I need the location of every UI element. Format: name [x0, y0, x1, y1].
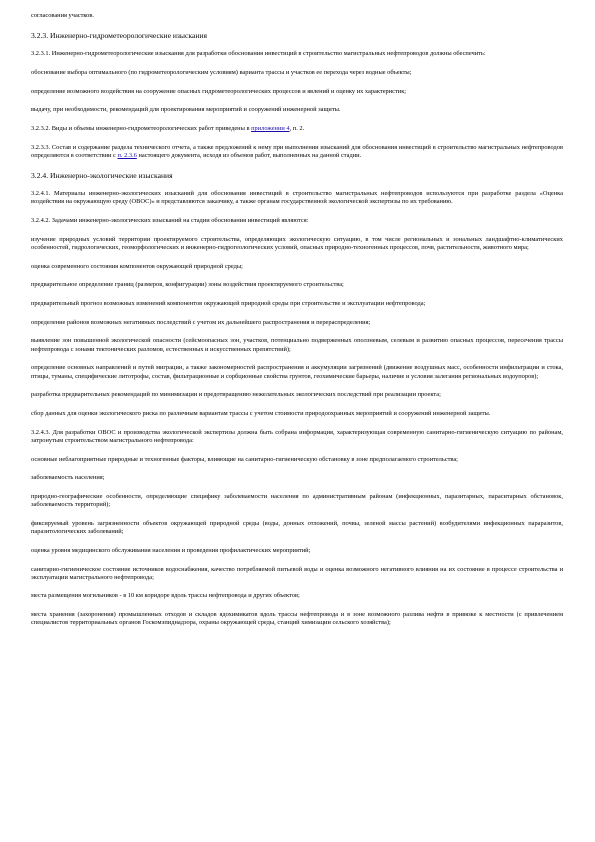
paragraph: определение основных направлений и путей миграции, а также закономерностей распространения и аккумуляции загрязнений (движение воздушных масс, особенности инфильтрации и стока, птицы, туманы, специфические литотрофы, состав, фильтрационные и сорбционные свойства грунтов, геохимические барьеры, наличие и условия залегания региональных водоупоров); — [31, 364, 563, 380]
paragraph: заболеваемость населения; — [31, 474, 105, 482]
paragraph: оценка современного состояния компонентов окружающей природной среды; — [31, 262, 243, 270]
paragraph — [31, 144, 563, 160]
paragraph: 3.2.3.1. Инженерно-гидрометеорологические изыскания для разработки обоснования инвестиций в строительство магистральных нефтепроводов должны обеспечить: — [31, 50, 486, 58]
cross-reference-link[interactable]: приложении 4 — [251, 125, 290, 133]
paragraph: обоснование выбора оптимального (по гидрометеорологическим условиям) варианта трассы и участков ее перехода через водные объекты; — [31, 68, 412, 76]
section-heading: 3.2.4. Инженерно-экологические изыскания — [31, 170, 173, 180]
cross-reference-link[interactable]: п. 2.3.6 — [117, 151, 137, 159]
paragraph: выдачу, при необходимости, рекомендаций для проектирования мероприятий и сооружений инженерной защиты. — [31, 106, 341, 114]
paragraph: разработка предварительных рекомендаций по минимизации и предотвращению нежелательных экологических последствий при реализации проекта; — [31, 391, 441, 399]
paragraph: 3.2.4.1. Материалы инженерно-экологических изысканий для обоснования инвестиций в строительство магистральных нефтепроводов используются при разработке раздела «Оценка воздействия на окружающую среду (ОВОС)» и представляются заказчику, а также органам государственной экологической экспертизы по их требованию. — [31, 190, 563, 206]
paragraph: изучение природных условий территории проектируемого строительства, определяющих экологическую ситуацию, в том числе региональных и зональных ландшафтно-климатических особенностей, гидрологических, геоморфологических и инженерно-гидрогеологических условий, опасных природно-техногенных процессов, почв, растительности, животного мира; — [31, 235, 563, 251]
paragraph: 3.2.4.2. Задачами инженерно-экологических изысканий на стадии обоснования инвестиций являются: — [31, 217, 309, 225]
paragraph-text-after: настоящего документа, исходя из объемов работ, выполненных на данной стадии. — [136, 151, 362, 159]
document-page — [31, 12, 563, 638]
paragraph: определение районов возможных негативных последствий с учетом их дальнейшего распространения и перераспределения; — [31, 318, 371, 326]
paragraph: природно-географические особенности, определяющие специфику заболеваемости населения по административным районам (инфекционных, паразитарных, параситарных обстановок, заболеваемость территорий); — [31, 492, 563, 509]
paragraph-text-before: 3.2.3.2. Виды и объемы инженерно-гидрометеорологических работ приведены в — [31, 125, 252, 133]
paragraph: предварительное определение границ (размеров, конфигурации) зоны воздействия проектируемого строительства; — [31, 281, 344, 289]
paragraph: оценка уровня медицинского обслуживания населения и проведения профилактических мероприятий; — [31, 546, 311, 554]
paragraph: предварительный прогноз возможных изменений компонентов окружающей природной среды при строительстве и эксплуатации нефтепровода; — [31, 300, 426, 308]
paragraph: санитарно-гигиеническое состояние источников водоснабжения, качество потребляемой питьевой воды и оценка возможного негативного влияния на их состояние в процессе строительства и эксплуатации магистрального нефтепровода; — [31, 565, 563, 581]
paragraph-text-before: 3.2.3.3. Состав и содержание раздела технического отчета, а также предложений к нему при выполнении изысканий для обоснования инвестиций в строительство магистральных нефтепроводов определяются в соответствии с — [31, 143, 563, 159]
paragraph: выявление зон повышенной экологической опасности (сейсмоопасных зон, участков, потенциально подверженных оползневым, селевым и развитию опасных процессов, пересечения трассы нефтепровода с зонами тектонических разломов, естественных и искусственных препятствий); — [31, 337, 563, 353]
paragraph: определение возможного воздействия на сооружение опасных гидрометеорологических процессов и явлений и оценку их характеристик; — [31, 87, 407, 95]
paragraph: согласования участков. — [31, 12, 94, 19]
paragraph: места размещения могильников - в 10 км коридоре вдоль трассы нефтепровода и других объектов; — [31, 592, 300, 600]
paragraph — [31, 125, 563, 133]
paragraph: места хранения (захоронения) промышленных отходов и складов ядохимикатов вдоль трассы нефтепровода и в зоне возможного разлива нефти в привязке к местности (с привлечением специалистов территориальных органов Госкомэпиднадзора, охраны окружающей среды, станций химизации сельского хозяйства); — [31, 611, 563, 627]
section-heading: 3.2.3. Инженерно-гидрометеорологические изыскания — [31, 30, 207, 40]
paragraph: 3.2.4.3. Для разработки ОВОС и производства экологической экспертизы должна быть собрана информация, характеризующая современную санитарно-гигиеническую ситуацию по районам, затронутым строительством магистрального нефтепровода: — [31, 428, 563, 444]
paragraph: основные неблагоприятные природные и техногенные факторы, влияющие на санитарно-гигиеническую обстановку в зоне предполагаемого строительства; — [31, 455, 458, 463]
paragraph: сбор данных для оценки экологического риска по различным вариантам трассы с учетом стоимости природоохранных мероприятий и сооружений инженерной защиты. — [31, 409, 491, 417]
paragraph-text-after: , п. 2. — [289, 125, 305, 133]
paragraph: фиксируемый уровень загрязненности объектов окружающей природной среды (воды, донных отложений, почвы, зеленой массы растений) возбудителями инфекционных параразитов, паразитологических заболеваний; — [31, 519, 563, 536]
